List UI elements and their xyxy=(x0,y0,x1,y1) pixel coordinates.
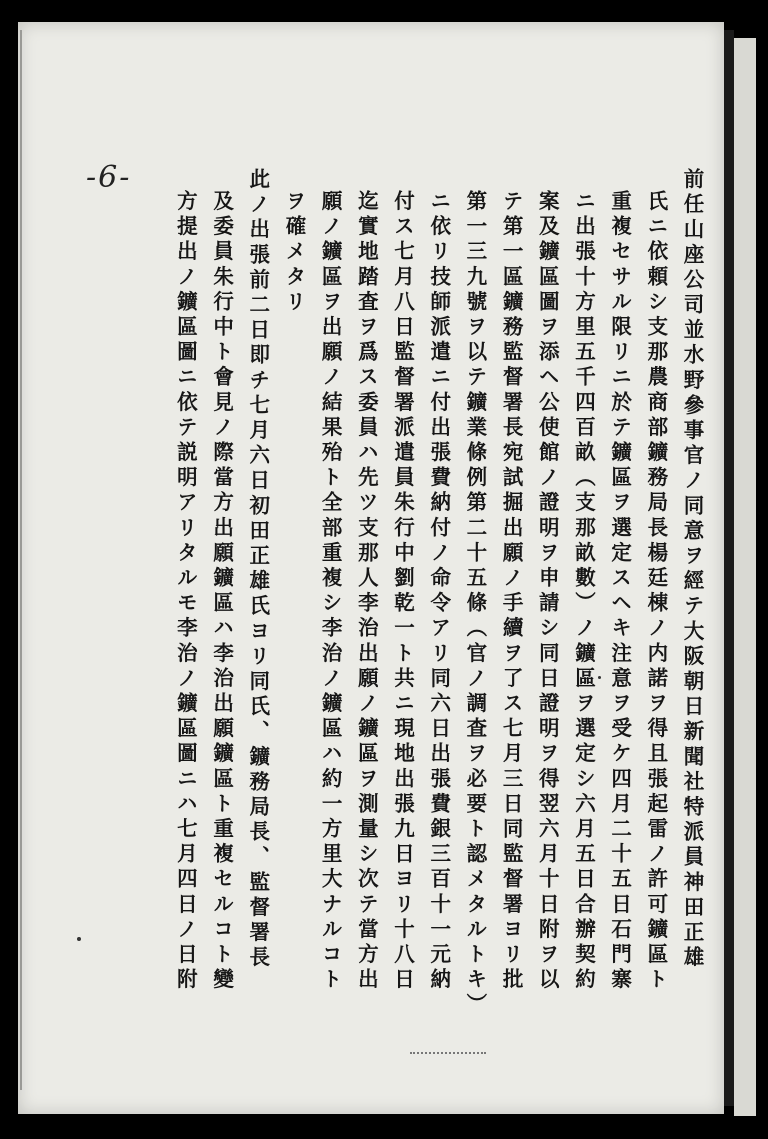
scan-speck xyxy=(77,937,81,941)
text-column-3: 重複セサル限リニ於テ鑛區ヲ選定スヘキ注意ヲ受ケ四月二十五日石門寨 xyxy=(607,190,632,994)
text-column-14: 及委員朱行中ト會見ノ際當方出願鑛區ハ李治出願鑛區ト重複セルコト變 xyxy=(209,190,234,994)
text-column-5: 案及鑛區圖ヲ添ヘ公使館ノ證明ヲ申請シ同日證明ヲ得翌六月十日附ヲ以 xyxy=(535,190,560,994)
text-column-7: 第一三九號ヲ以テ鑛業條例第二十五條（官ノ調査ヲ必要ト認メタルトキ） xyxy=(462,190,487,1019)
page-edge-shadow xyxy=(724,30,734,1106)
text-column-15: 方提出ノ鑛區圖ニ依テ説明アリタルモ李治ノ鑛區圖ニハ七月四日ノ日附 xyxy=(173,190,198,994)
text-column-2: 氏ニ依頼シ支那農商部鑛務局長楊廷棟ノ内諾ヲ得且張起雷ノ許可鑛區ト xyxy=(643,190,668,994)
text-column-10: 迄實地踏査ヲ爲ス委員ハ先ツ支那人李治出願ノ鑛區ヲ測量シ次テ當方出 xyxy=(354,190,379,994)
vertical-text-body xyxy=(136,168,710,1038)
text-column-11: 願ノ鑛區ヲ出願ノ結果殆ト全部重複シ李治ノ鑛區ハ約一方里大ナルコト xyxy=(318,190,343,994)
text-column-8: ニ依リ技師派遣ニ付出張費納付ノ命令アリ同六日出張費銀三百十一元納 xyxy=(426,190,451,994)
text-column-9: 付ス七月八日監督署派遣員朱行中劉乾一ト共ニ現地出張九日ヨリ十八日 xyxy=(390,190,415,994)
text-column-1: 前任山座公司並水野參事官ノ同意ヲ經テ大阪朝日新聞社特派員神田正雄 xyxy=(680,168,704,972)
page-number: -6- xyxy=(86,160,132,195)
text-column-12: ヲ確メタリ xyxy=(281,190,306,316)
text-column-13: 此ノ出張前二日即チ七月六日初田正雄氏ヨリ同氏、鑛務局長、監督署長 xyxy=(245,168,270,972)
text-column-6: テ第一區鑛務監督署長宛試掘出願ノ手續ヲ了ス七月三日同監督署ヨリ批 xyxy=(499,190,524,994)
scan-speckle xyxy=(410,1052,486,1057)
binding-rule xyxy=(20,30,22,1090)
text-column-4: ニ出張十方里五千四百畝（支那畝數）ノ鑛區ヲ選定シ六月五日合辦契約 xyxy=(571,190,596,994)
scan-speck xyxy=(598,676,601,679)
adjacent-page-edge xyxy=(734,38,756,1116)
